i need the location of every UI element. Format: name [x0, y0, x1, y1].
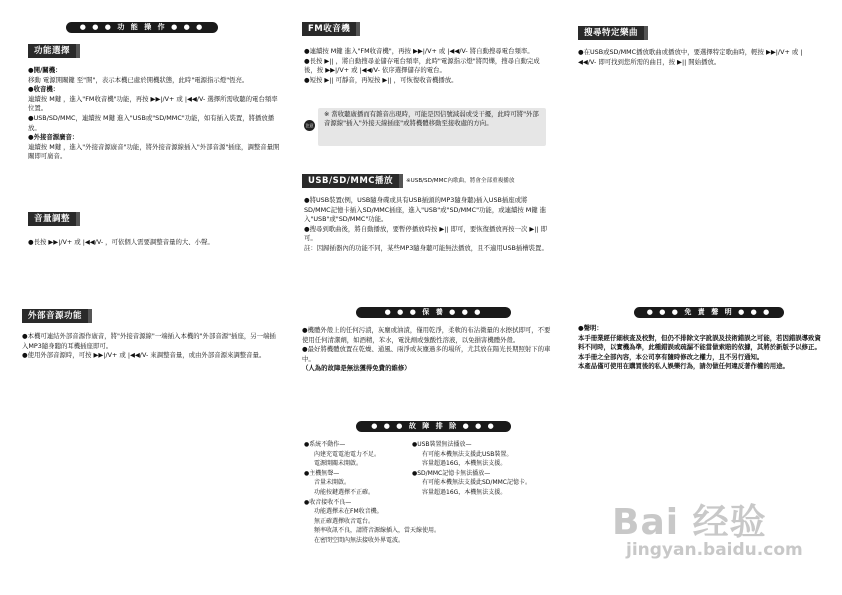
power-heading: ●開/關機： — [28, 66, 62, 74]
radio-text: 連續按 M鍵 ，進入"FM收音機"功能，再按 ▶▶|/V+ 或 |◀◀/V- 選擇所需收聽的電台頻率位置。 — [28, 94, 278, 113]
fm-radio-content — [304, 47, 550, 85]
disclaimer-text-1: 本手冊業經仔細核查及校對，但仍不排除文字訛誤及技術錯誤之可能，若因錯誤導致資料不同時，以實機為準，此種錯誤或疏漏不能當做索賠的依據，其將於新版予以修正。 — [578, 333, 821, 352]
ts-left-1: ●系統不動作— — [304, 441, 346, 448]
fm-text-1: ●連續按 M鍵 進入"FM收音機"，再按 ▶▶|/V+ 或 |◀◀/V- 將自動搜尋電台頻率。 — [304, 47, 534, 55]
usb-text-2: ●搜尋到歌曲後，將自動播放，要暫停播放時按 ▶|| 即可，要恢復播放再按一次 ▶|| 即可。 — [304, 224, 548, 243]
disclaimer-header: ● ● ● 免 責 聲 明 ● ● ● — [634, 307, 784, 318]
ts-right-3: 容量超過16G，本機無法支援。 — [422, 460, 507, 468]
power-text: 移動 電源開關鍵 至"開"，表示本機已處於開機狀態，此時"電源指示燈"恆亮。 — [28, 75, 249, 84]
usb-text-3: 註：因歸插器內的功能不同，某些MP3隨身聽可能無法播放，且不適用USB插槽裝置。 — [304, 243, 548, 252]
usb-mode-text: ●USB/SD/MMC，連續按 M鍵 進入"USB或"SD/MMC"功能，如有插入裝置，將播放播放。 — [28, 113, 275, 132]
section-title-fm-radio: FM收音機 — [302, 22, 356, 36]
external-source-text-1: ●本機可連結外部音源作廣音，將"外接音源線"一端插入本機的"外部音源"插座，另一端插入MP3隨身聽的耳機插座即可。 — [22, 332, 276, 350]
troubleshooting-left — [304, 440, 441, 546]
maintenance-text-2: ●最好將機體放置在乾燥、通風、兩淨或灰塵過多的場所，尤其放在陽光長期照射下的車中。 — [302, 345, 551, 363]
fm-note-text: ※ 當收聽廣播而有雜音出現時，可能是因信號減弱或受干擾，此時可將"外部音源線"插入"外接天線插座"或將機體移動至接收處的方向。 — [324, 110, 539, 127]
ts-left-5: 音量未開啟。 — [314, 479, 351, 487]
ts-left-8: 功能選擇未在FM收音機。 — [314, 508, 383, 516]
ts-left-9: 無正確選擇收音電台。 — [314, 517, 375, 525]
usb-content — [304, 196, 550, 254]
aux-heading: ●外接音源廣音： — [28, 133, 79, 142]
ts-left-4: ●主機無聲— — [304, 469, 340, 477]
ts-left-11: 在密閉空間內無法接收外界電波。 — [314, 536, 405, 544]
section-title-usb-playback: USB/SD/MMC播放 — [302, 174, 399, 188]
disclaimer-content — [578, 324, 824, 372]
baidu-watermark-logo: Bai 经验 — [612, 502, 767, 543]
ts-left-7: ●收音接收不良— — [304, 498, 352, 506]
ts-left-6: 功能按鍵選擇不正確。 — [314, 488, 375, 496]
note-icon: 注意 — [304, 120, 315, 131]
ts-right-4: ●SD/MMC記憶卡無法播放— — [412, 469, 491, 477]
external-source-text-2: ●使用外部音源時，可按 ▶▶|/V+ 或 |◀◀/V- 來調整音量，或由外部音源來調整音量。 — [22, 351, 266, 360]
section-title-volume: 音量調整 — [28, 212, 76, 226]
usb-text-1: ●將USB裝置(例，USB隨身碟或具有USB插頭的MP3隨身聽)插入USB插座或將SD/MMC記憶卡插入SD/MMC插座，進入"USB"或"SD/MMC"功能，或連續按 M鍵 進入"USB"或"SD/MMC"功能。 — [304, 196, 547, 224]
external-source-content — [22, 332, 282, 361]
maintenance-header: ● ● ● 保 養 ● ● ● — [356, 307, 511, 318]
maintenance-content — [302, 326, 554, 374]
maintenance-text-1: ●機體外殼上的任何污漬，灰塵或油漬，僅用乾淨，柔軟的布沾微量的水擦拭即可，不要使用任何清潔劑，如酒精，苯水，電洗劑或強酸性溶液，以免損害機體外殼。 — [302, 326, 551, 344]
radio-heading: ●收音機： — [28, 85, 60, 94]
ts-left-2: 內建充電電池電力不足。 — [314, 450, 381, 458]
ts-right-6: 容量超過16G，本機無法支援。 — [422, 488, 507, 496]
ts-right-1: ●USB裝置無法播放— — [412, 441, 472, 448]
maintenance-text-3: （人為的故障是無法獲得免費的維修） — [302, 364, 411, 373]
ts-right-5: 有可能本機無法支援此SD/MMC記憶卡。 — [422, 479, 531, 487]
section-title-function-select: 功能選擇 — [28, 44, 76, 58]
baidu-watermark-url: jingyan.baidu.com — [626, 540, 803, 560]
fm-text-2: ●長按 ▶|| ，將自動搜尋並儲存電台頻率，此時"電源指示燈"將閃爍，搜尋自動完成後，按 ▶▶|/V+ 或 |◀◀/V- 依序選擇儲存的電台。 — [304, 56, 540, 75]
usb-subtitle: ※USB/SD/MMC內歌曲，將會全部重複播放 — [406, 178, 515, 184]
troubleshooting-header: ● ● ● 故 障 排 除 ● ● ● — [356, 421, 511, 432]
aux-text: 連續按 M鍵 ，進入"外接音源廣音"功能，將外接音源線插入"外部音源"插座，調整音量開關即可廣音。 — [28, 142, 280, 161]
disclaimer-text-3: 本產品僅可使用在購買後的私人娛樂行為，請勿做任何違反著作權的用途。 — [578, 362, 789, 371]
function-operation-header: ● ● ● 功 能 操 作 ● ● ● — [66, 22, 218, 33]
fm-text-3: ●短按 ▶|| 可靜音，再短按 ▶|| ，可恢復收音機播放。 — [304, 75, 458, 84]
ts-right-2: 有可能本機無法支援此USB裝置。 — [422, 450, 513, 458]
troubleshooting-right — [412, 440, 562, 498]
ts-left-3: 電源開關未開啟。 — [314, 460, 363, 468]
search-track-text: ●在USB或SD/MMC播放歌曲或播放中，要選擇特定歌曲時，輕按 ▶▶|/V+ 或 |◀◀/V- 即可找到您所需的曲目，按 ▶|| 開始播放。 — [578, 48, 803, 66]
disclaimer-text-2: 本手冊之全部內容，本公司享有隨時修改之權力，且不另行通知。 — [578, 352, 764, 361]
function-select-content — [28, 66, 280, 162]
volume-text: ●長按 ▶▶|/V+ 或 |◀◀/V- ，可依個人需要調整音量的大、小聲。 — [28, 238, 214, 246]
section-title-search-track: 搜尋特定樂曲 — [578, 26, 644, 40]
ts-left-10: 頻率收訊不良，請將音源線插入，當天線使用。 — [314, 527, 441, 535]
section-title-external-source: 外部音源功能 — [22, 309, 88, 323]
disclaimer-heading: ●聲明： — [578, 324, 603, 332]
